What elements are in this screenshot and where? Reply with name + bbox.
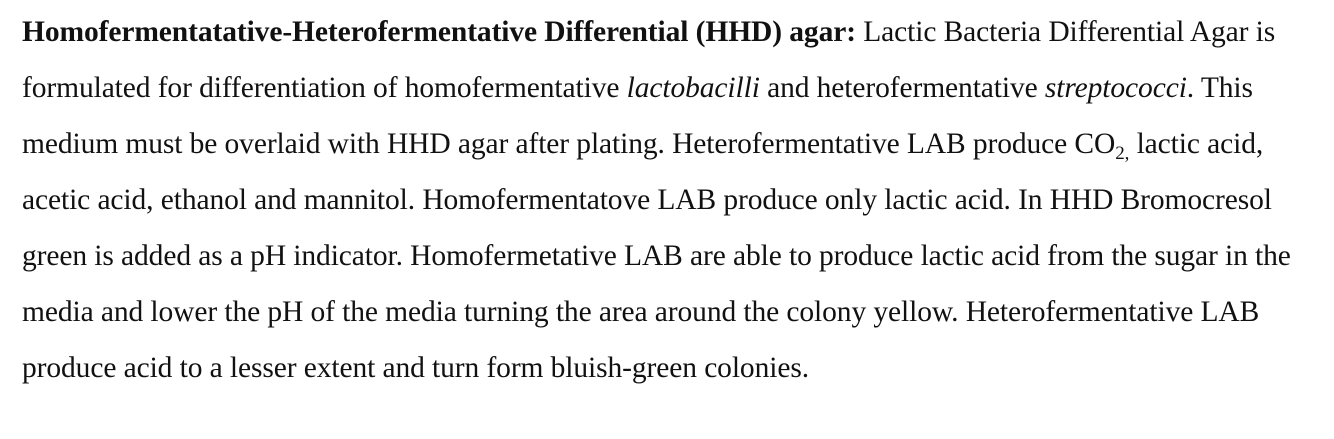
sentence-text-4: lactic acid, acetic acid, ethanol and mannitol. Homofermentatove LAB produce only lactic acid. In HHD Bromocresol green is added as a pH indicator. Homofermetative LAB are able to produce lactic acid from the sugar in the media and lower the pH of the media turning the area around the colony yellow. Heterofermentative LAB produce acid to a lesser extent and turn form bluish-green colonies. xyxy=(22,128,1291,384)
sentence-text-3: . This medium must be overlaid with HHD agar after plating. Heterofermentative LAB produce CO xyxy=(22,72,1253,160)
lactobacilli-term: lactobacilli xyxy=(626,72,760,104)
sentence-text-1: Lactic Bacteria Differential Agar is formulated for differentiation of homofermentative xyxy=(22,16,1276,104)
co2-subscript: 2, xyxy=(1115,143,1130,164)
hhd-agar-paragraph xyxy=(22,4,1332,396)
sentence-text-2: and heterofermentative xyxy=(767,72,1038,104)
streptococci-term: streptococci xyxy=(1044,72,1187,104)
paragraph-heading: Homofermentatative-Heterofermentative Differential (HHD) agar: xyxy=(22,16,856,48)
